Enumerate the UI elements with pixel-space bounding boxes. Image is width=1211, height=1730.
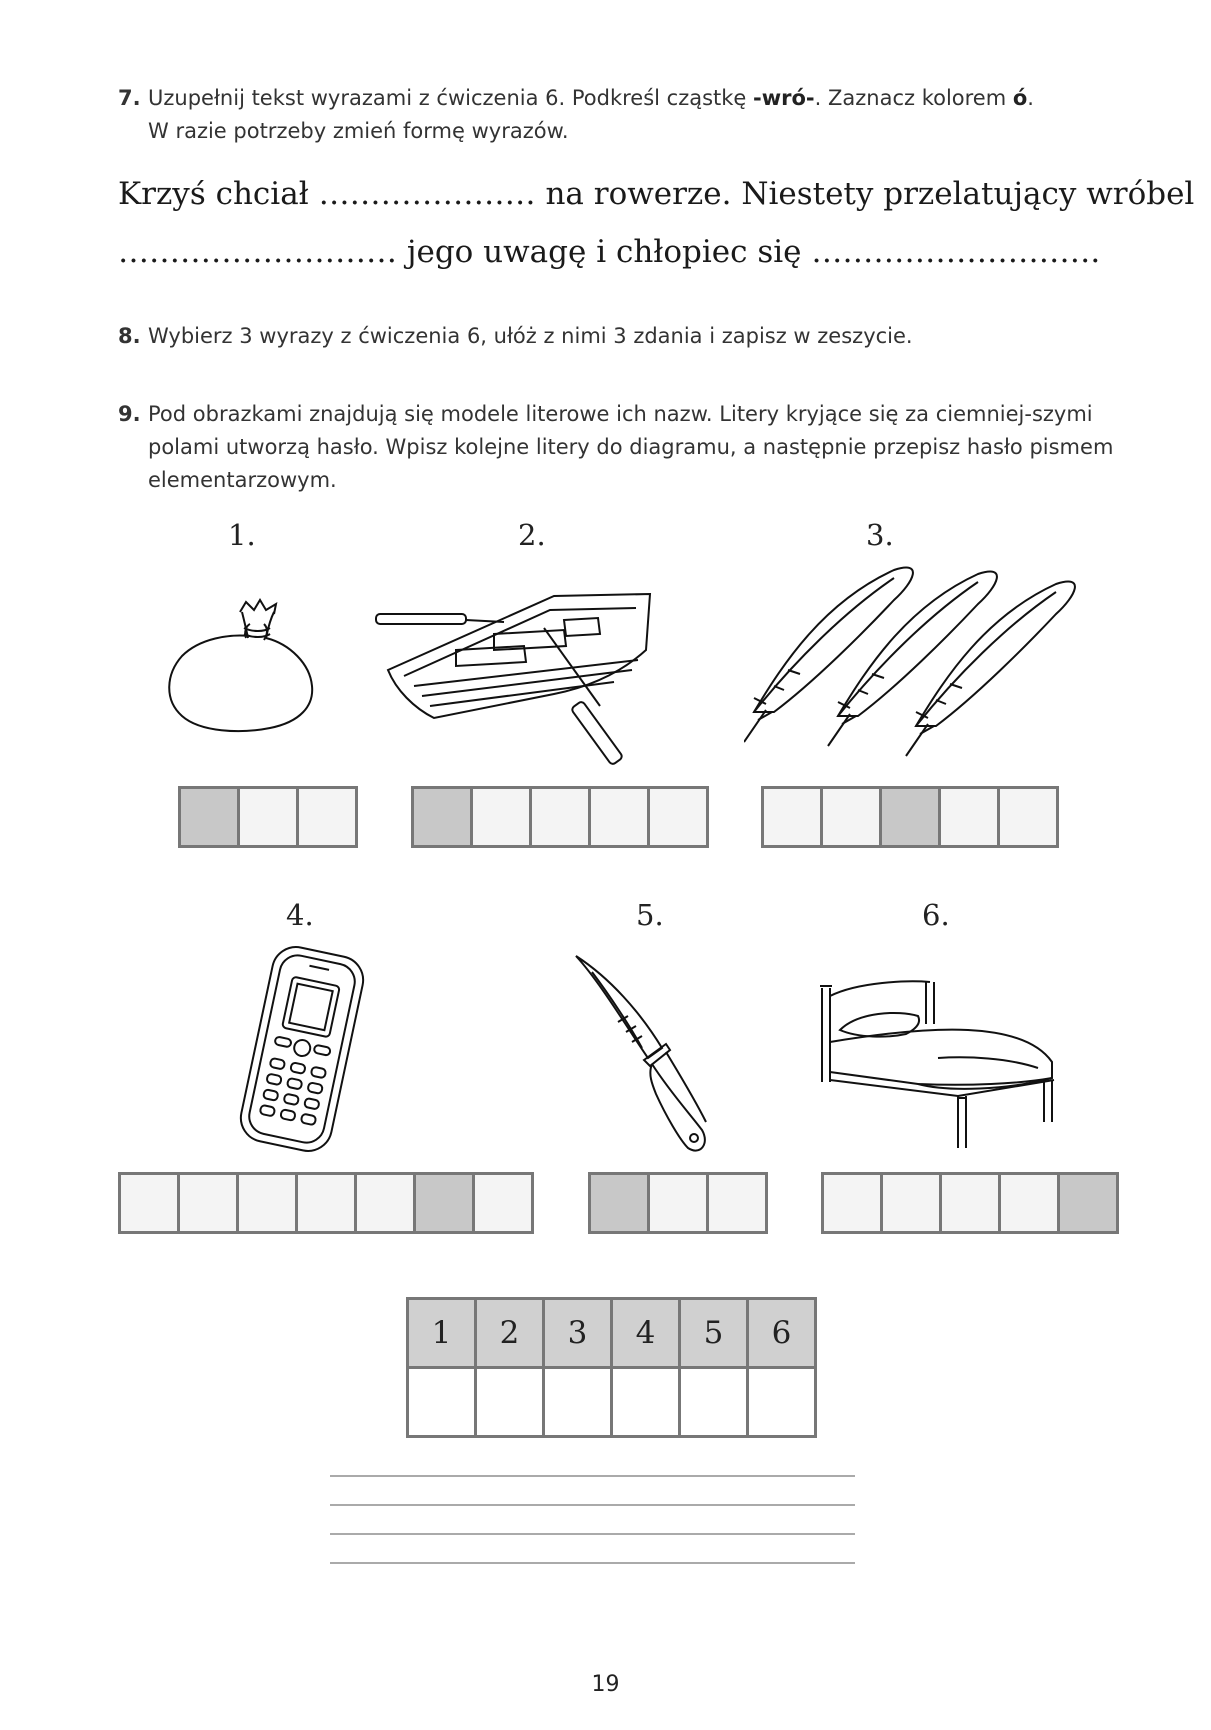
bed-icon: [818, 972, 1064, 1152]
task-7-text-a: Uzupełnij tekst wyrazami z ćwiczenia 6. Podkreśl cząstkę: [148, 86, 754, 110]
letter-cell[interactable]: [709, 1175, 765, 1231]
task-9-instruction: Pod obrazkami znajdują się modele literowe ich nazw. Litery kryjące się za ciemniej-szymi polami utworzą hasło. Wpisz kolejne litery do diagramu, a następnie przepisz hasło pismem elementarzowym.: [148, 402, 1114, 492]
task-7-line-2: W razie potrzeby zmień formę wyrazów.: [148, 119, 569, 143]
letter-cell[interactable]: [475, 1175, 531, 1231]
diagram-column-5: 5: [680, 1299, 748, 1368]
writing-line[interactable]: [330, 1533, 855, 1535]
task-7-highlight-part: -wró-: [753, 86, 815, 110]
letter-cell-dark[interactable]: [414, 789, 470, 845]
letter-cell[interactable]: [764, 789, 820, 845]
letter-cell-dark[interactable]: [591, 1175, 647, 1231]
password-diagram: [406, 1297, 817, 1438]
letter-cell[interactable]: [240, 789, 296, 845]
letter-cell-dark[interactable]: [181, 789, 237, 845]
task-7-number: 7.: [118, 86, 141, 110]
letter-model-6: [821, 1172, 1119, 1234]
page-number: 19: [591, 1672, 620, 1697]
letter-model-5: [588, 1172, 768, 1234]
feathers-icon: [744, 562, 1076, 758]
diagram-column-2: 2: [476, 1299, 544, 1368]
letter-cell[interactable]: [650, 789, 706, 845]
letter-cell[interactable]: [941, 789, 997, 845]
task-9-number: 9.: [118, 402, 141, 426]
picture-label-3: 3.: [866, 518, 894, 552]
diagram-answer-cell[interactable]: [680, 1368, 748, 1437]
rowboat-icon: [374, 590, 674, 770]
picture-label-5: 5.: [636, 898, 664, 932]
story-gap-2[interactable]: ………………………: [118, 234, 397, 270]
story-line-2: [118, 234, 1128, 270]
diagram-header-row: [408, 1299, 816, 1368]
letter-model-2: [411, 786, 709, 848]
diagram-answer-cell[interactable]: [748, 1368, 816, 1437]
story-line-2-middle: jego uwagę i chłopiec się: [406, 234, 802, 270]
story-gap-3[interactable]: ……………………….: [811, 234, 1101, 270]
letter-cell-dark[interactable]: [416, 1175, 472, 1231]
task-9: [118, 398, 1128, 497]
letter-cell[interactable]: [650, 1175, 706, 1231]
picture-label-2: 2.: [518, 518, 546, 552]
letter-cell[interactable]: [942, 1175, 998, 1231]
letter-cell[interactable]: [591, 789, 647, 845]
letter-cell[interactable]: [1000, 789, 1056, 845]
picture-label-4: 4.: [286, 898, 314, 932]
letter-model-4: [118, 1172, 534, 1234]
letter-cell[interactable]: [823, 789, 879, 845]
letter-cell[interactable]: [824, 1175, 880, 1231]
task-7: [118, 82, 1128, 148]
task-8: [118, 320, 1128, 353]
diagram-column-4: 4: [612, 1299, 680, 1368]
letter-cell[interactable]: [298, 1175, 354, 1231]
diagram-column-6: 6: [748, 1299, 816, 1368]
diagram-column-3: 3: [544, 1299, 612, 1368]
story-line-1: [118, 176, 1195, 212]
letter-cell[interactable]: [883, 1175, 939, 1231]
letter-cell[interactable]: [121, 1175, 177, 1231]
letter-cell-dark[interactable]: [882, 789, 938, 845]
knife-icon: [570, 952, 730, 1158]
letter-cell[interactable]: [532, 789, 588, 845]
task-7-text-c: .: [1027, 86, 1034, 110]
letter-cell[interactable]: [299, 789, 355, 845]
task-7-highlight-letter: ó: [1012, 86, 1028, 110]
task-7-text-b: . Zaznacz kolorem: [814, 86, 1013, 110]
diagram-answer-cell[interactable]: [612, 1368, 680, 1437]
letter-cell-dark[interactable]: [1060, 1175, 1116, 1231]
story-gap-1[interactable]: …………………: [318, 176, 536, 212]
diagram-answer-row: [408, 1368, 816, 1437]
task-8-number: 8.: [118, 324, 141, 348]
story-line-1-start: Krzyś chciał: [118, 176, 309, 212]
letter-model-3: [761, 786, 1059, 848]
letter-cell[interactable]: [473, 789, 529, 845]
writing-line[interactable]: [330, 1475, 855, 1477]
letter-cell[interactable]: [180, 1175, 236, 1231]
letter-cell[interactable]: [357, 1175, 413, 1231]
story-line-1-end: na rowerze. Niestety przelatujący wróbel: [545, 176, 1195, 212]
mobile-phone-icon: [234, 944, 370, 1154]
diagram-column-1: 1: [408, 1299, 476, 1368]
writing-line[interactable]: [330, 1504, 855, 1506]
picture-label-1: 1.: [228, 518, 256, 552]
letter-model-1: [178, 786, 358, 848]
diagram-answer-cell[interactable]: [408, 1368, 476, 1437]
sack-icon: [160, 598, 320, 738]
diagram-answer-cell[interactable]: [544, 1368, 612, 1437]
writing-line[interactable]: [330, 1562, 855, 1564]
task-7-instruction: [118, 82, 1128, 148]
letter-cell[interactable]: [1001, 1175, 1057, 1231]
diagram-answer-cell[interactable]: [476, 1368, 544, 1437]
task-8-instruction: Wybierz 3 wyrazy z ćwiczenia 6, ułóż z nimi 3 zdania i zapisz w zeszycie.: [148, 324, 913, 348]
picture-label-6: 6.: [922, 898, 950, 932]
letter-cell[interactable]: [239, 1175, 295, 1231]
